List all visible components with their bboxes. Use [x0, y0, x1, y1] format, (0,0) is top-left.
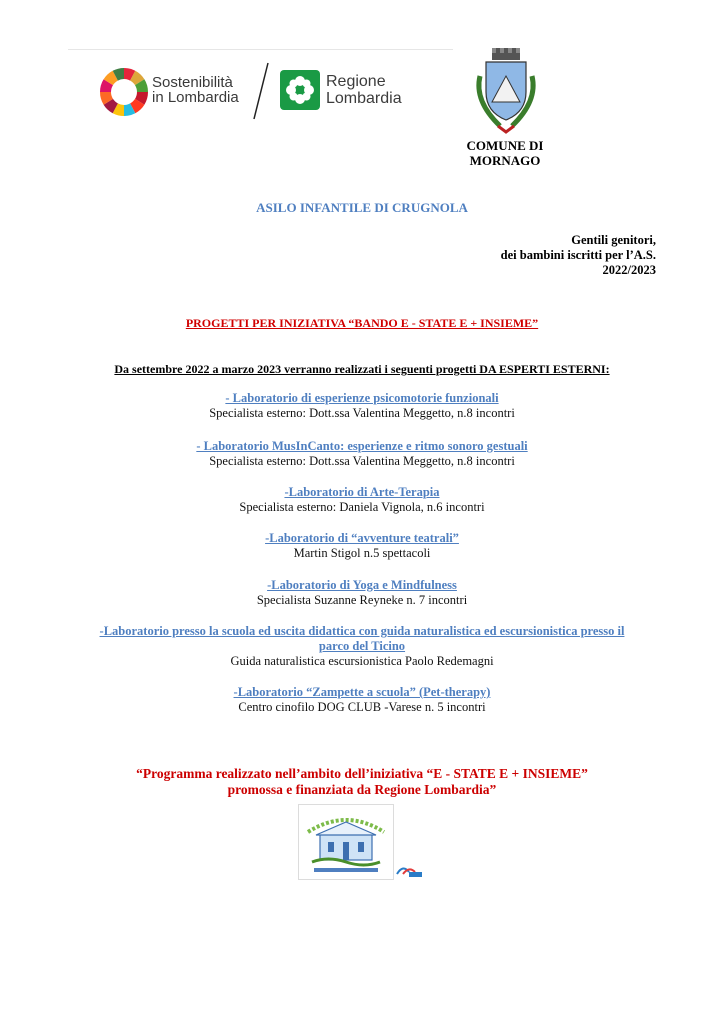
- lab-item-ticino: [60, 624, 664, 669]
- sdg-wheel-icon: [98, 66, 150, 118]
- sostenibilita-line1: Sostenibilità: [152, 74, 233, 91]
- comune-label: [440, 138, 570, 168]
- closing-statement: [0, 766, 724, 798]
- greeting-line2: dei bambini iscritti per l’A.S.: [500, 248, 656, 262]
- sostenibilita-line2: in Lombardia: [152, 89, 239, 106]
- lab-detail: Specialista esterno: Dott.ssa Valentina Meggetto, n.8 incontri: [209, 454, 515, 468]
- lab-detail: Specialista Suzanne Reyneke n. 7 incontri: [256, 593, 468, 607]
- comune-crest-icon: [470, 46, 542, 134]
- lab-title: - Laboratorio MusInCanto: esperienze e ritmo sonoro gestuali: [196, 439, 528, 453]
- lab-title: - Laboratorio di esperienze psicomotorie funzionali: [225, 391, 499, 405]
- lab-item-pet-therapy: [60, 685, 664, 715]
- header-divider: [68, 49, 453, 50]
- lab-detail: Specialista esterno: Daniela Vignola, n.6 incontri: [239, 500, 485, 514]
- regione-line2: Lombardia: [326, 90, 402, 107]
- school-logo-icon: [298, 804, 394, 880]
- lab-title: -Laboratorio di Arte-Terapia: [284, 485, 440, 499]
- lab-detail: Centro cinofilo DOG CLUB -Varese n. 5 incontri: [238, 700, 486, 714]
- small-partner-logo-icon: [395, 862, 423, 878]
- lab-title: -Laboratorio di Yoga e Mindfulness: [267, 578, 457, 592]
- lab-title: -Laboratorio “Zampette a scuola” (Pet-therapy): [233, 685, 491, 699]
- lab-detail: Guida naturalistica escursionistica Paolo Redemagni: [230, 654, 494, 668]
- comune-line1: COMUNE DI: [466, 138, 544, 153]
- lab-item-psicomotorie: [60, 391, 664, 421]
- projects-heading: PROGETTI PER INIZIATIVA “BANDO E - STATE E + INSIEME”: [185, 316, 539, 330]
- regione-line1: Regione: [326, 73, 386, 90]
- lab-item-musincanto: [60, 439, 664, 469]
- lab-title-line2: parco del Ticino: [318, 639, 406, 653]
- school-title: ASILO INFANTILE DI CRUGNOLA: [256, 200, 468, 215]
- sostenibilita-logo-text: [152, 75, 239, 105]
- lab-item-arte-terapia: [60, 485, 664, 515]
- lab-item-teatrali: [60, 531, 664, 561]
- closing-line1: “Programma realizzato nell’ambito dell’iniziativa “E - STATE E + INSIEME”: [136, 766, 588, 781]
- comune-line2: MORNAGO: [469, 153, 541, 168]
- greeting-line3: 2022/2023: [602, 263, 656, 277]
- lab-detail: Martin Stigol n.5 spettacoli: [293, 546, 431, 560]
- closing-line2: promossa e finanziata da Regione Lombardia”: [227, 782, 497, 797]
- lab-item-yoga: [60, 578, 664, 608]
- logo-separator: [252, 62, 270, 120]
- lab-title: -Laboratorio di “avventure teatrali”: [265, 531, 459, 545]
- lab-detail: Specialista esterno: Dott.ssa Valentina Meggetto, n.8 incontri: [209, 406, 515, 420]
- regione-lombardia-rose-icon: [280, 70, 320, 110]
- greeting-line1: Gentili genitori,: [571, 233, 656, 247]
- greeting: [501, 233, 656, 278]
- regione-lombardia-text: [326, 73, 402, 107]
- lab-title: -Laboratorio presso la scuola ed uscita didattica con guida naturalistica ed escursionistica presso il: [99, 624, 625, 638]
- intro-text: Da settembre 2022 a marzo 2023 verranno realizzati i seguenti progetti DA ESPERTI ESTERNI:: [114, 362, 610, 376]
